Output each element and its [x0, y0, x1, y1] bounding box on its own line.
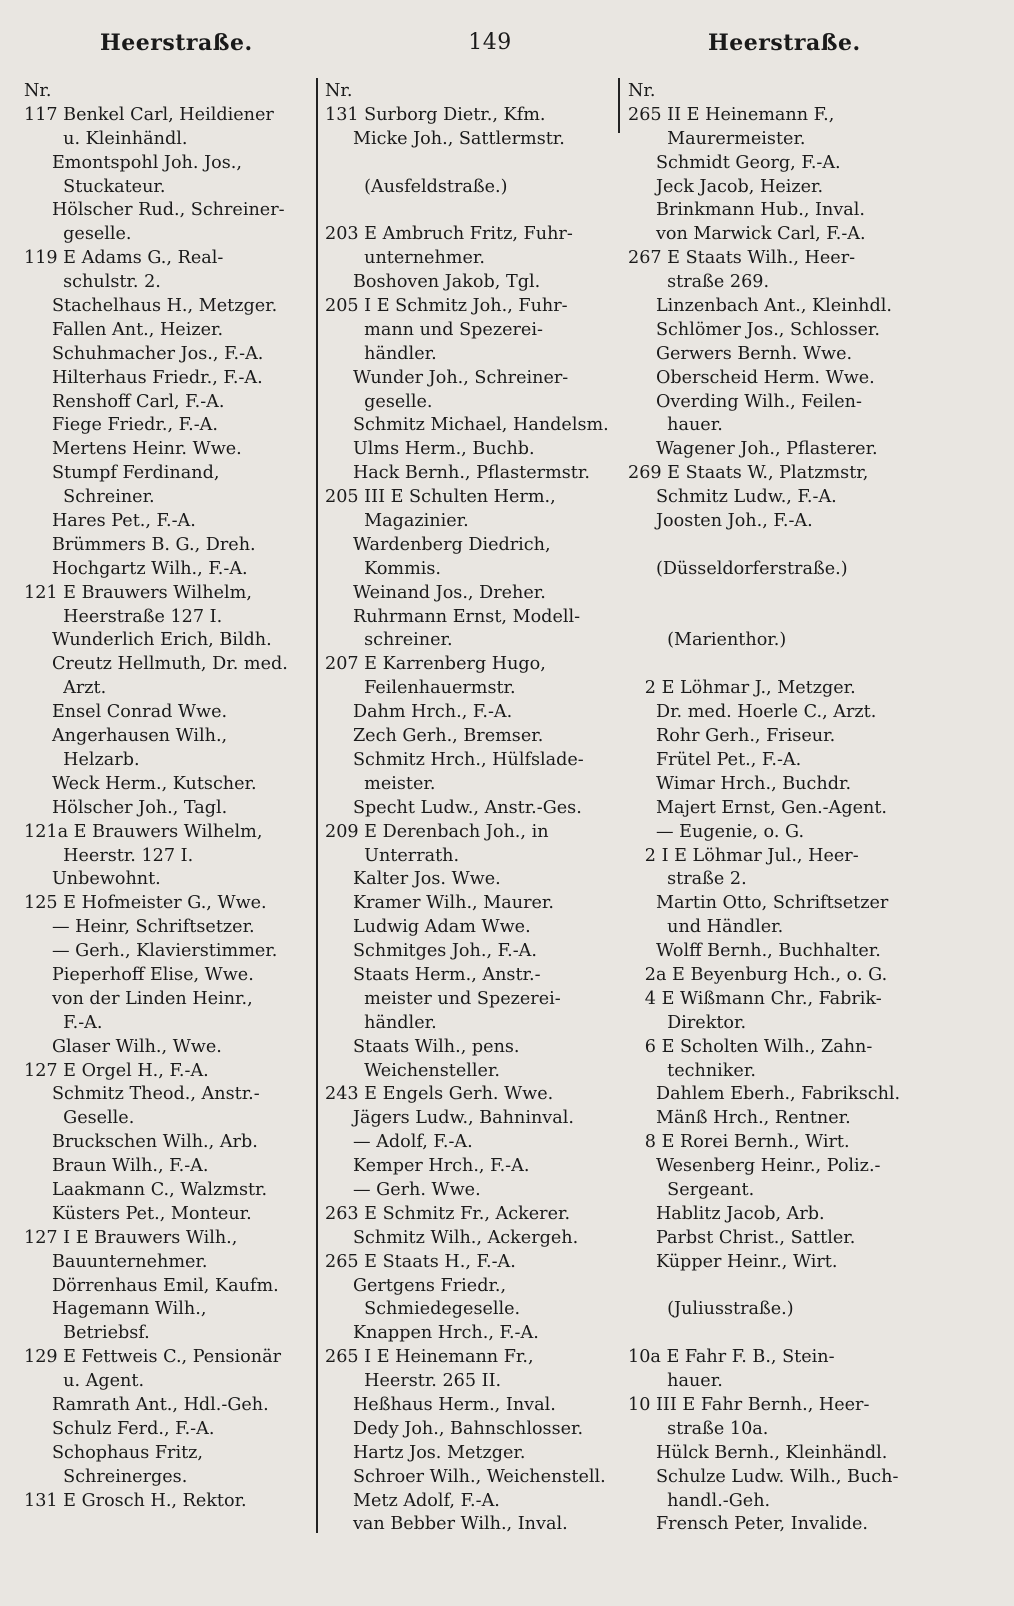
- directory-entry-line: Brümmers B. G., Dreh.: [24, 534, 256, 555]
- directory-entry-line: Nr.: [24, 81, 52, 101]
- directory-entry-line: handl.-Geh.: [628, 1490, 771, 1511]
- column-1: [24, 80, 314, 1513]
- directory-entry-line: [628, 606, 918, 630]
- directory-entry-line: 267 E Staats Wilh., Heer-: [628, 248, 856, 269]
- directory-entry-line: 121 E Brauwers Wilhelm,: [24, 582, 252, 603]
- directory-entry-line: 117 Benkel Carl, Heildiener: [24, 104, 274, 125]
- directory-entry-line: Schmitz Ludw., F.-A.: [628, 487, 837, 508]
- directory-entry-line: Creutz Hellmuth, Dr. med.: [24, 654, 288, 675]
- directory-entry-line: Hartz Jos. Metzger.: [325, 1442, 526, 1463]
- directory-entry-line: Helzarb.: [24, 749, 140, 770]
- directory-entry-line: Jägers Ludw., Bahninval.: [325, 1108, 574, 1129]
- directory-entry-line: Feilenhauermstr.: [325, 678, 516, 699]
- directory-entry-line: 127 E Orgel H., F.-A.: [24, 1060, 209, 1081]
- directory-entry-line: Overding Wilh., Feilen-: [628, 391, 862, 412]
- directory-entry-line: Heßhaus Herm., Inval.: [325, 1394, 556, 1415]
- directory-entry-line: Dörrenhaus Emil, Kaufm.: [24, 1275, 279, 1296]
- directory-entry-line: Maurermeister.: [628, 128, 806, 149]
- directory-entry-line: schreiner.: [325, 630, 453, 651]
- directory-entry-line: Glaser Wilh., Wwe.: [24, 1036, 222, 1057]
- directory-entry-line: 6 E Scholten Wilh., Zahn-: [628, 1036, 873, 1057]
- directory-entry-line: 263 E Schmitz Fr., Ackerer.: [325, 1203, 571, 1224]
- directory-entry-line: Wardenberg Diedrich,: [325, 534, 551, 555]
- directory-entry-line: meister und Spezerei-: [325, 988, 561, 1009]
- directory-entry-line: Nr.: [325, 81, 353, 101]
- directory-entry-line: 205 I E Schmitz Joh., Fuhr-: [325, 296, 568, 317]
- directory-entry-line: Schmidt Georg, F.-A.: [628, 152, 841, 173]
- directory-entry-line: Küpper Heinr., Wirt.: [628, 1251, 838, 1272]
- directory-entry-line: techniker.: [628, 1060, 756, 1081]
- directory-entry-line: Knappen Hrch., F.-A.: [325, 1323, 539, 1344]
- directory-entry-line: Mertens Heinr. Wwe.: [24, 439, 242, 460]
- directory-entry-line: Frensch Peter, Invalide.: [628, 1514, 868, 1535]
- directory-entry-line: 121a E Brauwers Wilhelm,: [24, 821, 263, 842]
- directory-entry-line: 2a E Beyenburg Hch., o. G.: [628, 964, 888, 985]
- directory-entry-line: Gerwers Bernh. Wwe.: [628, 343, 853, 364]
- directory-entry-line: Heerstr. 265 II.: [325, 1371, 502, 1392]
- directory-entry-line: (Juliusstraße.): [628, 1299, 794, 1320]
- directory-entry-line: unternehmer.: [325, 248, 485, 269]
- directory-entry-line: Weck Herm., Kutscher.: [24, 773, 257, 794]
- directory-entry-line: 125 E Hofmeister G., Wwe.: [24, 893, 267, 914]
- directory-entry-line: 10 III E Fahr Bernh., Heer-: [628, 1394, 870, 1415]
- directory-entry-line: Kemper Hrch., F.-A.: [325, 1156, 530, 1177]
- directory-entry-line: Hilterhaus Friedr., F.-A.: [24, 367, 263, 388]
- directory-entry-line: Dahm Hrch., F.-A.: [325, 702, 513, 723]
- directory-entry-line: Laakmann C., Walzmstr.: [24, 1179, 268, 1200]
- directory-entry-line: Metz Adolf, F.-A.: [325, 1490, 500, 1511]
- directory-entry-line: Stachelhaus H., Metzger.: [24, 296, 278, 317]
- directory-entry-line: Magazinier.: [325, 511, 469, 532]
- directory-entry-line: Arzt.: [24, 678, 107, 699]
- directory-entry-line: Boshoven Jakob, Tgl.: [325, 272, 541, 293]
- directory-entry-line: 131 E Grosch H., Rektor.: [24, 1490, 247, 1511]
- directory-entry-line: meister.: [325, 773, 436, 794]
- directory-entry-line: [325, 152, 617, 176]
- directory-entry-line: — Heinr, Schriftsetzer.: [24, 917, 255, 938]
- directory-entry-line: straße 269.: [628, 272, 770, 293]
- directory-entry-line: Ramrath Ant., Hdl.-Geh.: [24, 1394, 269, 1415]
- directory-entry-line: Joosten Joh., F.-A.: [628, 511, 813, 532]
- directory-entry-line: Ensel Conrad Wwe.: [24, 702, 228, 723]
- directory-entry-line: 209 E Derenbach Joh., in: [325, 821, 549, 842]
- directory-entry-line: Hochgartz Wilh., F.-A.: [24, 558, 248, 579]
- directory-entry-line: Angerhausen Wilh.,: [24, 726, 228, 747]
- directory-entry-line: — Adolf, F.-A.: [325, 1132, 473, 1153]
- directory-entry-line: (Düsseldorferstraße.): [628, 558, 848, 579]
- directory-entry-line: 129 E Fettweis C., Pensionär: [24, 1347, 282, 1368]
- directory-entry-line: Linzenbach Ant., Kleinhdl.: [628, 296, 892, 317]
- directory-entry-line: 205 III E Schulten Herm.,: [325, 487, 556, 508]
- directory-entry-line: Fiege Friedr., F.-A.: [24, 415, 218, 436]
- directory-entry-line: Schulz Ferd., F.-A.: [24, 1418, 215, 1439]
- directory-entry-line: Schmitges Joh., F.-A.: [325, 941, 537, 962]
- directory-entry-line: Bruckschen Wilh., Arb.: [24, 1132, 258, 1153]
- directory-entry-line: Stumpf Ferdinand,: [24, 463, 220, 484]
- directory-entry-line: 127 I E Brauwers Wilh.,: [24, 1227, 238, 1248]
- directory-entry-line: Specht Ludw., Anstr.-Ges.: [325, 797, 582, 818]
- directory-entry-line: Staats Herm., Anstr.-: [325, 964, 541, 985]
- directory-entry-line: [628, 1275, 918, 1299]
- directory-entry-line: Unbewohnt.: [24, 869, 161, 890]
- directory-entry-line: F.-A.: [24, 1012, 103, 1033]
- directory-entry-line: Hagemann Wilh.,: [24, 1299, 207, 1320]
- directory-entry-line: straße 2.: [628, 869, 747, 890]
- directory-entry-line: Martin Otto, Schriftsetzer: [628, 893, 889, 914]
- directory-entry-line: Heerstraße 127 I.: [24, 606, 223, 627]
- directory-entry-line: Dahlem Eberh., Fabrikschl.: [628, 1084, 901, 1105]
- directory-entry-line: Ludwig Adam Wwe.: [325, 917, 531, 938]
- directory-entry-line: [325, 199, 617, 223]
- column-3: [628, 80, 918, 1537]
- directory-entry-line: 269 E Staats W., Platzmstr,: [628, 463, 869, 484]
- directory-entry-line: Betriebsf.: [24, 1323, 150, 1344]
- directory-entry-line: Hack Bernh., Pflastermstr.: [325, 463, 590, 484]
- directory-entry-line: Direktor.: [628, 1012, 747, 1033]
- directory-entry-line: 119 E Adams G., Real-: [24, 248, 224, 269]
- directory-entry-line: [628, 582, 918, 606]
- directory-entry-line: [628, 534, 918, 558]
- directory-entry-line: 203 E Ambruch Fritz, Fuhr-: [325, 224, 573, 245]
- directory-entry-line: Ulms Herm., Buchb.: [325, 439, 535, 460]
- directory-entry-line: Geselle.: [24, 1108, 135, 1129]
- directory-entry-line: Weichensteller.: [325, 1060, 501, 1081]
- directory-entry-line: u. Kleinhändl.: [24, 128, 188, 149]
- directory-entry-line: Hares Pet., F.-A.: [24, 511, 196, 532]
- directory-entry-line: Bauunternehmer.: [24, 1251, 208, 1272]
- directory-entry-line: Zech Gerh., Bremser.: [325, 726, 544, 747]
- directory-entry-line: Weinand Jos., Dreher.: [325, 582, 546, 603]
- directory-entry-line: — Gerh., Klavierstimmer.: [24, 941, 278, 962]
- directory-entry-line: Parbst Christ., Sattler.: [628, 1227, 856, 1248]
- directory-entry-line: Wolff Bernh., Buchhalter.: [628, 941, 881, 962]
- directory-entry-line: Hülck Bernh., Kleinhändl.: [628, 1442, 888, 1463]
- directory-entry-line: Schreiner.: [24, 487, 155, 508]
- running-head-left: Heerstraße.: [100, 30, 253, 56]
- directory-entry-line: Schmiedegeselle.: [325, 1299, 521, 1320]
- directory-entry-line: Schroer Wilh., Weichenstell.: [325, 1466, 606, 1487]
- directory-entry-line: 8 E Rorei Bernh., Wirt.: [628, 1132, 850, 1153]
- directory-entry-line: Wunderlich Erich, Bildh.: [24, 630, 272, 651]
- column-divider: [316, 78, 318, 1533]
- directory-entry-line: Dedy Joh., Bahnschlosser.: [325, 1418, 584, 1439]
- directory-entry-line: u. Agent.: [24, 1371, 145, 1392]
- directory-entry-line: Sergeant.: [628, 1179, 755, 1200]
- directory-entry-line: van Bebber Wilh., Inval.: [325, 1514, 568, 1535]
- directory-entry-line: Rohr Gerh., Friseur.: [628, 726, 836, 747]
- directory-entry-line: Schreinerges.: [24, 1466, 188, 1487]
- directory-entry-line: [628, 1322, 918, 1346]
- directory-entry-line: 265 II E Heinemann F.,: [628, 104, 835, 125]
- directory-entry-line: Schmitz Hrch., Hülfslade-: [325, 749, 584, 770]
- directory-entry-line: Kalter Jos. Wwe.: [325, 869, 501, 890]
- directory-entry-line: händler.: [325, 343, 437, 364]
- directory-entry-line: straße 10a.: [628, 1418, 769, 1439]
- directory-entry-line: Schlömer Jos., Schlosser.: [628, 319, 880, 340]
- directory-entry-line: 265 E Staats H., F.-A.: [325, 1251, 516, 1272]
- directory-entry-line: Fallen Ant., Heizer.: [24, 319, 224, 340]
- directory-entry-line: Emontspohl Joh. Jos.,: [24, 152, 242, 173]
- directory-entry-line: Hölscher Rud., Schreiner-: [24, 200, 285, 221]
- directory-entry-line: Mänß Hrch., Rentner.: [628, 1108, 851, 1129]
- directory-entry-line: Oberscheid Herm. Wwe.: [628, 367, 875, 388]
- directory-entry-line: hauer.: [628, 415, 723, 436]
- directory-entry-line: (Ausfeldstraße.): [325, 176, 508, 197]
- column-divider: [618, 78, 620, 133]
- directory-entry-line: 2 E Löhmar J., Metzger.: [628, 678, 856, 699]
- directory-entry-line: Dr. med. Hoerle C., Arzt.: [628, 702, 877, 723]
- directory-entry-line: mann und Spezerei-: [325, 319, 543, 340]
- running-head-right: Heerstraße.: [708, 30, 861, 56]
- directory-entry-line: hauer.: [628, 1371, 723, 1392]
- directory-entry-line: von Marwick Carl, F.-A.: [628, 224, 866, 245]
- directory-entry-line: 131 Surborg Dietr., Kfm.: [325, 104, 546, 125]
- directory-entry-line: — Eugenie, o. G.: [628, 821, 805, 842]
- directory-entry-line: 2 I E Löhmar Jul., Heer-: [628, 845, 859, 866]
- directory-entry-line: Kommis.: [325, 558, 442, 579]
- directory-entry-line: Küsters Pet., Monteur.: [24, 1203, 252, 1224]
- directory-entry-line: Gertgens Friedr.,: [325, 1275, 507, 1296]
- directory-entry-line: geselle.: [24, 224, 132, 245]
- directory-entry-line: Nr.: [628, 81, 656, 101]
- column-2: [325, 80, 617, 1537]
- directory-entry-line: Ruhrmann Ernst, Modell-: [325, 606, 581, 627]
- directory-entry-line: 265 I E Heinemann Fr.,: [325, 1347, 534, 1368]
- directory-entry-line: Schmitz Michael, Handelsm.: [325, 415, 609, 436]
- directory-entry-line: Staats Wilh., pens.: [325, 1036, 520, 1057]
- directory-entry-line: Stuckateur.: [24, 176, 166, 197]
- directory-entry-line: Unterrath.: [325, 845, 460, 866]
- directory-entry-line: Pieperhoff Elise, Wwe.: [24, 964, 254, 985]
- directory-entry-line: Kramer Wilh., Maurer.: [325, 893, 554, 914]
- directory-entry-line: 207 E Karrenberg Hugo,: [325, 654, 546, 675]
- directory-entry-line: [628, 653, 918, 677]
- directory-entry-line: geselle.: [325, 391, 433, 412]
- directory-entry-line: Wunder Joh., Schreiner-: [325, 367, 569, 388]
- directory-entry-line: Wimar Hrch., Buchdr.: [628, 773, 852, 794]
- directory-entry-line: (Marienthor.): [628, 630, 787, 651]
- directory-entry-line: Renshoff Carl, F.-A.: [24, 391, 225, 412]
- directory-entry-line: Wesenberg Heinr., Poliz.-: [628, 1156, 881, 1177]
- directory-entry-line: Wagener Joh., Pflasterer.: [628, 439, 878, 460]
- directory-entry-line: Hölscher Joh., Tagl.: [24, 797, 228, 818]
- directory-entry-line: Braun Wilh., F.-A.: [24, 1156, 209, 1177]
- directory-entry-line: Brinkmann Hub., Inval.: [628, 200, 865, 221]
- directory-entry-line: — Gerh. Wwe.: [325, 1179, 481, 1200]
- directory-entry-line: schulstr. 2.: [24, 272, 161, 293]
- directory-entry-line: 243 E Engels Gerh. Wwe.: [325, 1084, 554, 1105]
- directory-entry-line: 4 E Wißmann Chr., Fabrik-: [628, 988, 882, 1009]
- directory-entry-line: und Händler.: [628, 917, 784, 938]
- directory-entry-line: Schuhmacher Jos., F.-A.: [24, 343, 264, 364]
- directory-entry-line: händler.: [325, 1012, 437, 1033]
- directory-entry-line: Jeck Jacob, Heizer.: [628, 176, 824, 197]
- directory-entry-line: Heerstr. 127 I.: [24, 845, 194, 866]
- page-number: 149: [468, 30, 512, 55]
- directory-entry-line: Schmitz Theod., Anstr.-: [24, 1084, 260, 1105]
- directory-entry-line: Hablitz Jacob, Arb.: [628, 1203, 825, 1224]
- directory-entry-line: Schophaus Fritz,: [24, 1442, 204, 1463]
- directory-entry-line: Schmitz Wilh., Ackergeh.: [325, 1227, 579, 1248]
- directory-entry-line: Majert Ernst, Gen.-Agent.: [628, 797, 887, 818]
- directory-entry-line: Micke Joh., Sattlermstr.: [325, 128, 565, 149]
- directory-entry-line: Schulze Ludw. Wilh., Buch-: [628, 1466, 899, 1487]
- directory-entry-line: 10a E Fahr F. B., Stein-: [628, 1347, 835, 1368]
- directory-entry-line: Frütel Pet., F.-A.: [628, 749, 802, 770]
- directory-entry-line: von der Linden Heinr.,: [24, 988, 253, 1009]
